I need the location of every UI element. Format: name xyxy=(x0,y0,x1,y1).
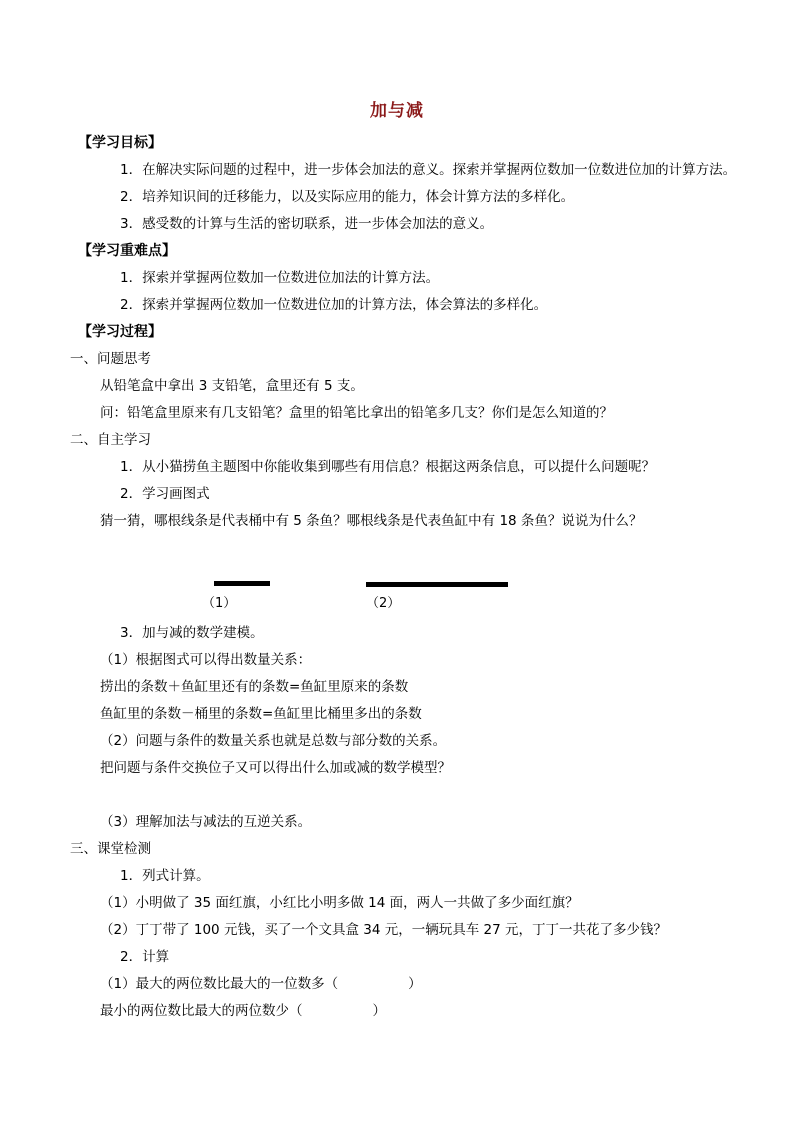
relation-1: 捞出的条数＋鱼缸里还有的条数=鱼缸里原来的条数 xyxy=(100,679,409,695)
key-point-item: 1．探索并掌握两位数加一位数进位加法的计算方法。 xyxy=(120,270,440,286)
section-heading-key-points: 【学习重难点】 xyxy=(78,243,176,259)
figure-label-2: （2） xyxy=(366,596,401,611)
part-heading-2: 二、自主学习 xyxy=(70,432,151,448)
check-2-2-text: 最小的两位数比最大的两位数少（ xyxy=(100,1003,303,1019)
check-1: 1．列式计算。 xyxy=(120,868,210,884)
check-1-2: （2）丁丁带了 100 元钱，买了一个文具盒 34 元，一辆玩具车 27 元，丁丁一共花了多少钱？ xyxy=(100,922,667,938)
question-2: 2．学习画图式 xyxy=(120,486,210,502)
relation-2: 鱼缸里的条数－桶里的条数=鱼缸里比桶里多出的条数 xyxy=(100,706,422,722)
question-3-3: （3）理解加法与减法的互逆关系。 xyxy=(100,814,312,830)
long-line-figure xyxy=(366,582,508,587)
close-paren: ） xyxy=(408,976,422,992)
check-2-2 xyxy=(100,1002,386,1020)
part-heading-3: 三、课堂检测 xyxy=(70,841,151,857)
check-2-1 xyxy=(100,975,422,993)
key-point-item: 2．探索并掌握两位数加一位数进位加的计算方法，体会算法的多样化。 xyxy=(120,297,548,313)
section-heading-process: 【学习过程】 xyxy=(78,324,162,340)
goal-item: 1．在解决实际问题的过程中，进一步体会加法的意义。探索并掌握两位数加一位数进位加的计算方法。 xyxy=(120,162,737,178)
check-1-1: （1）小明做了 35 面红旗，小红比小明多做 14 面，两人一共做了多少面红旗？ xyxy=(100,895,579,911)
part-heading-1: 一、问题思考 xyxy=(70,351,151,367)
question-1: 1．从小猫捞鱼主题图中你能收集到哪些有用信息？根据这两条信息，可以提什么问题呢？ xyxy=(120,459,656,475)
close-paren: ） xyxy=(372,1003,386,1019)
question-3-2: （2）问题与条件的数量关系也就是总数与部分数的关系。 xyxy=(100,733,447,749)
question-3-2-prompt: 把问题与条件交换位子又可以得出什么加或减的数学模型？ xyxy=(100,760,451,776)
short-line-figure xyxy=(214,581,270,586)
problem-text: 从铅笔盒中拿出 3 支铅笔，盒里还有 5 支。 xyxy=(100,378,364,394)
check-2-1-text: （1）最大的两位数比最大的一位数多（ xyxy=(100,976,339,992)
section-heading-goals: 【学习目标】 xyxy=(78,135,162,151)
question-3: 3．加与减的数学建模。 xyxy=(120,625,264,641)
page-title: 加与减 xyxy=(370,101,424,121)
goal-item: 2．培养知识间的迁移能力，以及实际应用的能力，体会计算方法的多样化。 xyxy=(120,189,575,205)
question-3-1: （1）根据图式可以得出数量关系： xyxy=(100,652,312,668)
figure-label-1: （1） xyxy=(202,596,237,611)
question-2-text: 猜一猜，哪根线条是代表桶中有 5 条鱼？哪根线条是代表鱼缸中有 18 条鱼？说说为什么？ xyxy=(100,513,643,529)
problem-question: 问：铅笔盒里原来有几支铅笔？盒里的铅笔比拿出的铅笔多几支？你们是怎么知道的？ xyxy=(100,405,613,421)
check-2: 2．计算 xyxy=(120,949,170,965)
goal-item: 3．感受数的计算与生活的密切联系，进一步体会加法的意义。 xyxy=(120,216,494,232)
